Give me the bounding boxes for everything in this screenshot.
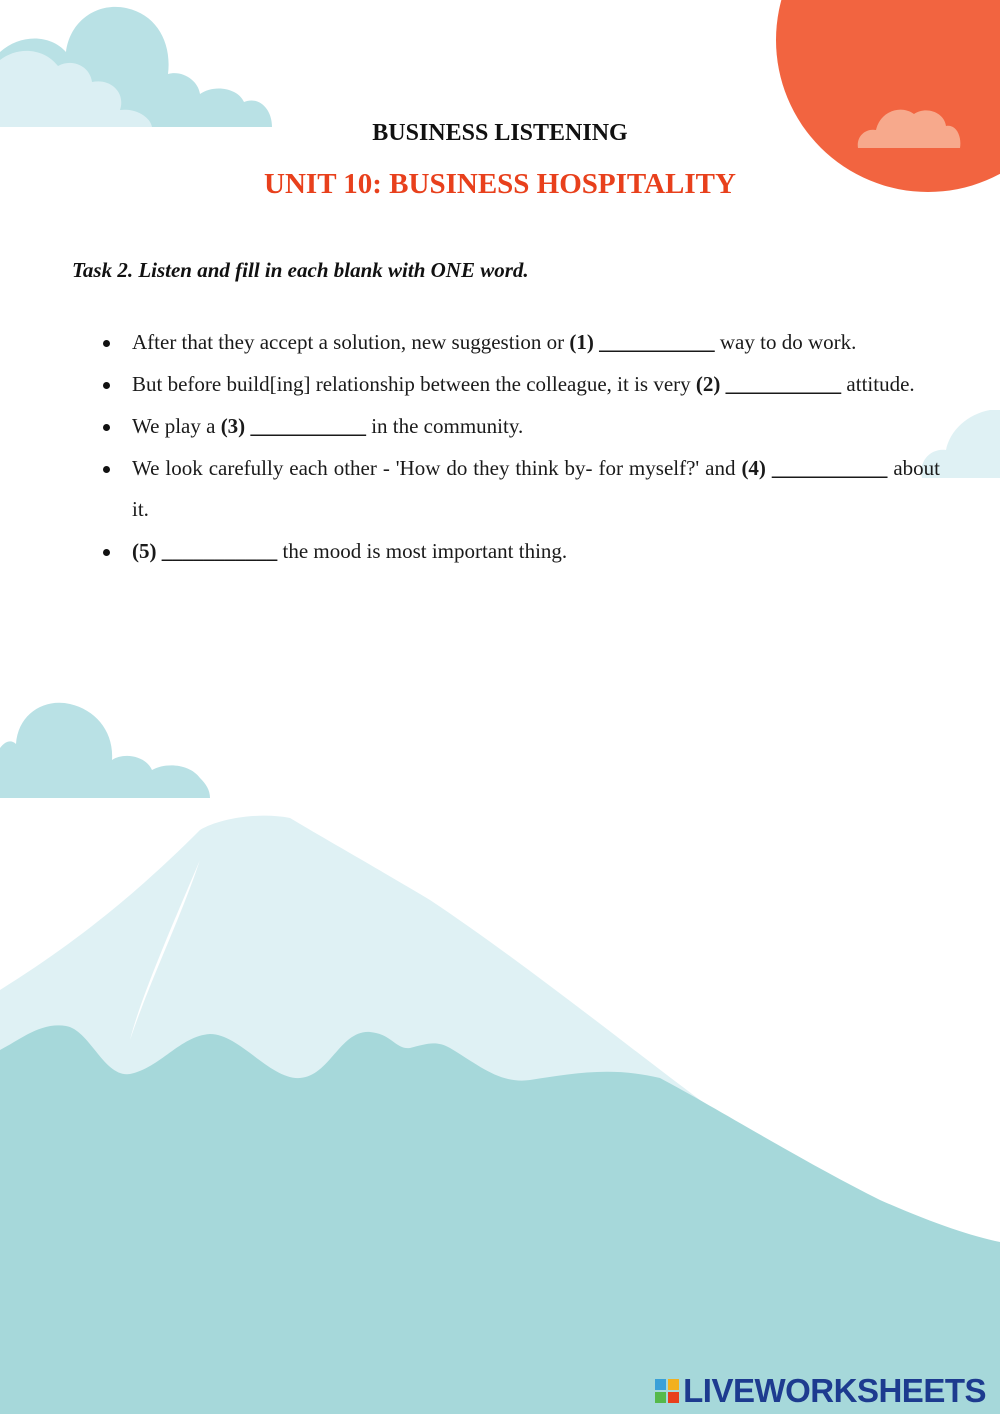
answer-blank[interactable]: ___________ (725, 372, 842, 396)
item-text-after: the mood is most important thing. (277, 539, 568, 563)
answer-blank[interactable]: ___________ (771, 456, 888, 480)
item-text-before: But before build[ing] relationship between the colleague, it is very (132, 372, 696, 396)
liveworksheets-brand[interactable] (655, 1372, 986, 1410)
list-item (98, 364, 940, 405)
list-item (98, 322, 940, 363)
task-instruction: Task 2. Listen and fill in each blank with ONE word. (72, 258, 529, 282)
mountain-shape (0, 1025, 1000, 1414)
item-text-before: After that they accept a solution, new suggestion or (132, 330, 570, 354)
unit-title: UNIT 10: BUSINESS HOSPITALITY (264, 168, 736, 200)
blank-number: (2) (695, 372, 721, 396)
answer-blank[interactable]: ___________ (250, 414, 366, 438)
item-text-before: We play a (132, 414, 221, 438)
blank-number: (3) (220, 414, 246, 438)
question-list (98, 322, 940, 573)
middle-cloud-shape (0, 703, 210, 798)
answer-blank[interactable]: ___________ (161, 539, 278, 563)
blank-number: (4) (741, 456, 766, 480)
item-text-before: We look carefully each other - 'How do they think by- for myself?' and (132, 456, 742, 480)
blank-number: (5) (132, 539, 157, 563)
answer-blank[interactable]: ___________ (599, 330, 715, 354)
list-item (98, 406, 940, 447)
list-item (98, 531, 940, 572)
header-title: BUSINESS LISTENING (372, 120, 628, 146)
liveworksheets-logo-icon (655, 1379, 679, 1403)
item-text-after: about it. (132, 456, 941, 521)
item-text-after: attitude. (841, 372, 915, 396)
item-text-after: way to do work. (714, 330, 857, 354)
blank-number: (1) (569, 330, 594, 354)
brand-name: LIVEWORKSHEETS (683, 1372, 986, 1409)
item-text-after: in the community. (365, 414, 524, 438)
sun-shape (776, 0, 1000, 192)
list-item (98, 448, 940, 530)
